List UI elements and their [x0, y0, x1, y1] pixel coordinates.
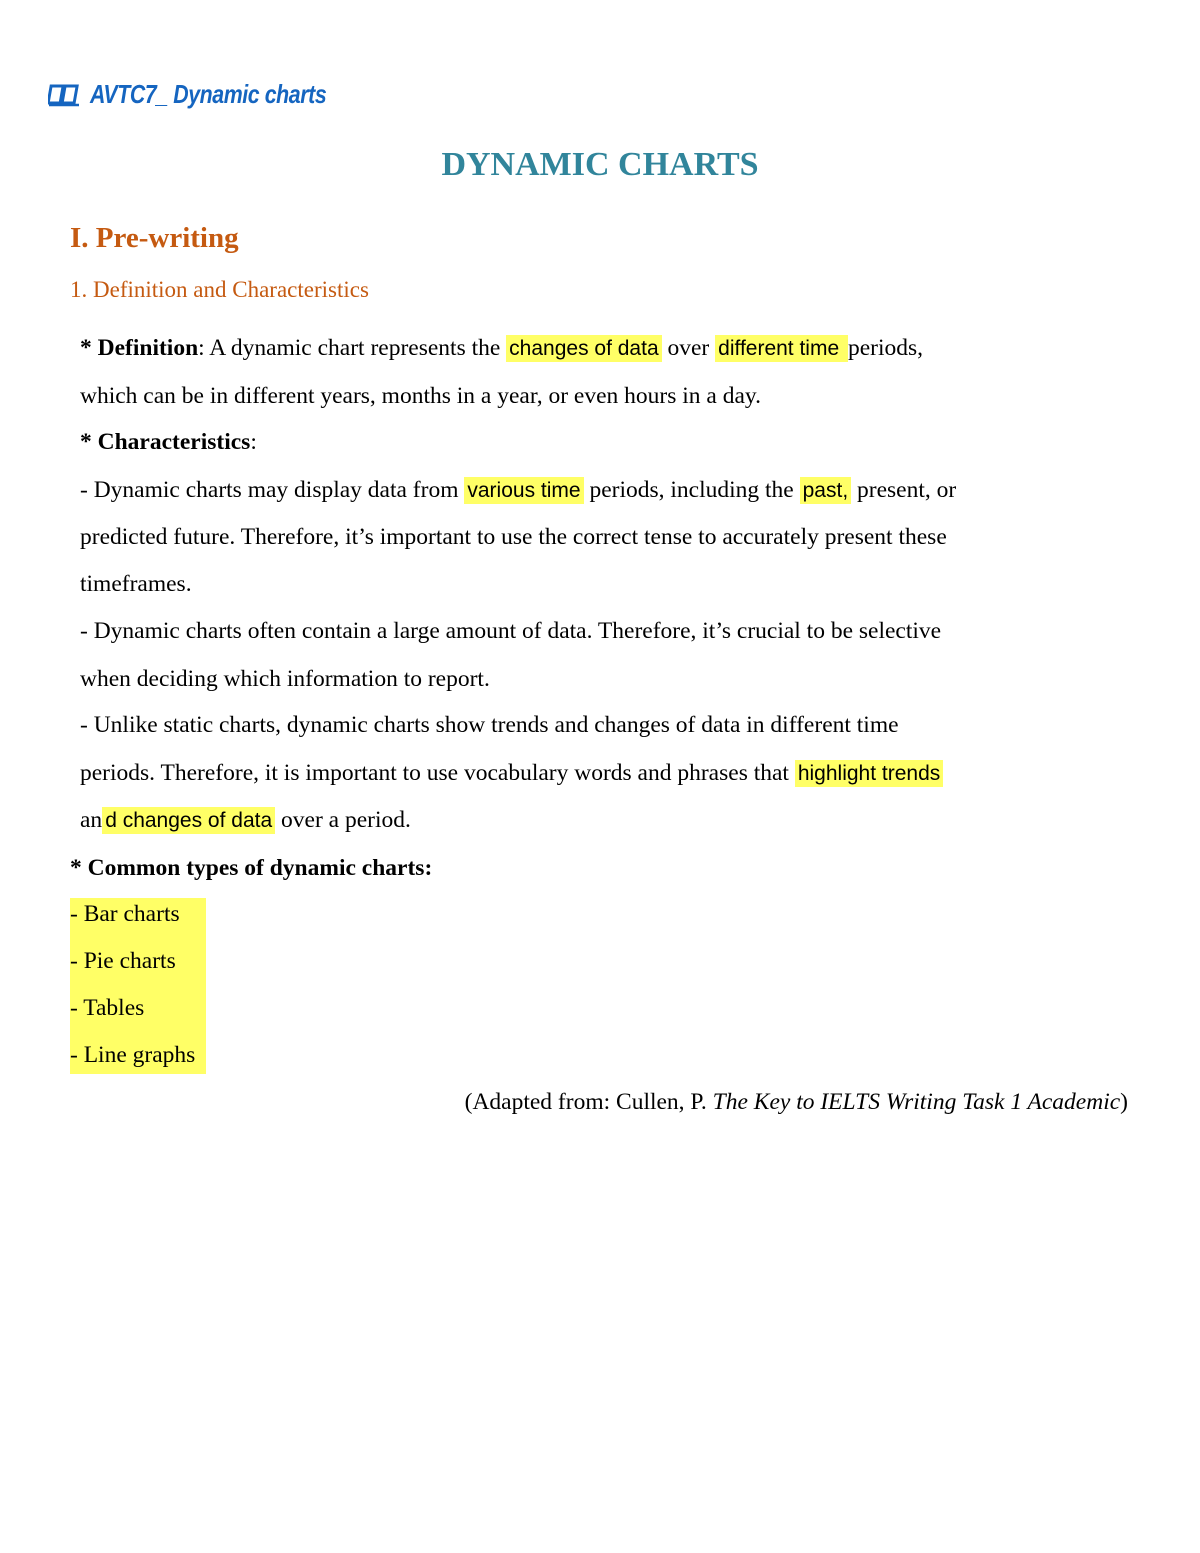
characteristic-1-text-3: present, or: [851, 477, 957, 503]
characteristics-label: Characteristics: [97, 429, 251, 455]
characteristic-3-text-1: periods. Therefore, it is important to use vocabulary words and phrases that: [80, 760, 795, 786]
definition-colon: :: [198, 335, 210, 361]
definition-text-3: periods,: [847, 335, 924, 361]
characteristic-3-text-3: over a period.: [275, 807, 411, 833]
chart-type-item: - Bar charts: [70, 901, 180, 927]
characteristic-1-line-3: timeframes.: [80, 571, 192, 597]
document-header: [48, 74, 378, 114]
characteristic-3-line-2: [80, 758, 943, 789]
document-title: DYNAMIC CHARTS: [441, 146, 759, 183]
chart-type-item: - Tables: [70, 995, 145, 1021]
definition-line-1: [80, 333, 923, 364]
open-book-icon: [48, 81, 82, 107]
characteristic-3-text-2: an: [80, 807, 103, 833]
highlight-past: past,: [800, 477, 852, 504]
characteristic-1-text-1: - Dynamic charts may display data from: [80, 477, 465, 503]
characteristic-1-line-2: predicted future. Therefore, it’s important to use the correct tense to accurately present these: [80, 524, 947, 550]
highlight-highlight-trends: highlight trends: [795, 760, 943, 787]
characteristics-marker: *: [80, 429, 98, 455]
characteristic-2-line-1: - Dynamic charts often contain a large amount of data. Therefore, it’s crucial to be selective: [80, 618, 942, 644]
characteristic-2-line-2: when deciding which information to report.: [80, 666, 490, 692]
chart-types-heading: * Common types of dynamic charts:: [70, 855, 433, 881]
definition-label: Definition: [97, 335, 199, 361]
characteristic-3-line-1: - Unlike static charts, dynamic charts show trends and changes of data in different time: [80, 712, 899, 738]
source-suffix: ): [1120, 1089, 1128, 1115]
definition-marker: *: [80, 335, 98, 361]
characteristic-1-text-2: periods, including the: [583, 477, 800, 503]
chart-type-item: - Pie charts: [70, 948, 176, 974]
definition-text-2: over: [661, 335, 716, 361]
highlight-changes-of-data: changes of data: [506, 335, 661, 362]
source-book-title: The Key to IELTS Writing Task 1 Academic: [712, 1089, 1121, 1115]
header-title: AVTC7_ Dynamic charts: [90, 78, 327, 109]
definition-line-2: which can be in different years, months in a year, or even hours in a day.: [80, 383, 761, 409]
characteristics-heading: [80, 427, 257, 457]
highlight-various-time: various time: [464, 477, 583, 504]
subsection-heading: 1. Definition and Characteristics: [70, 277, 369, 302]
highlight-changes-of-data-2: d changes of data: [102, 807, 275, 834]
characteristics-colon: :: [250, 429, 257, 455]
characteristic-1-line-1: [80, 475, 956, 506]
section-heading: I. Pre-writing: [70, 222, 239, 254]
highlight-different-time: different time: [715, 335, 848, 362]
characteristic-3-line-3: [80, 805, 411, 836]
source-citation: [465, 1089, 1128, 1116]
chart-type-item: - Line graphs: [70, 1042, 196, 1068]
definition-text-1: A dynamic chart represents the: [209, 335, 507, 361]
source-prefix: (Adapted from: Cullen, P.: [464, 1089, 713, 1115]
